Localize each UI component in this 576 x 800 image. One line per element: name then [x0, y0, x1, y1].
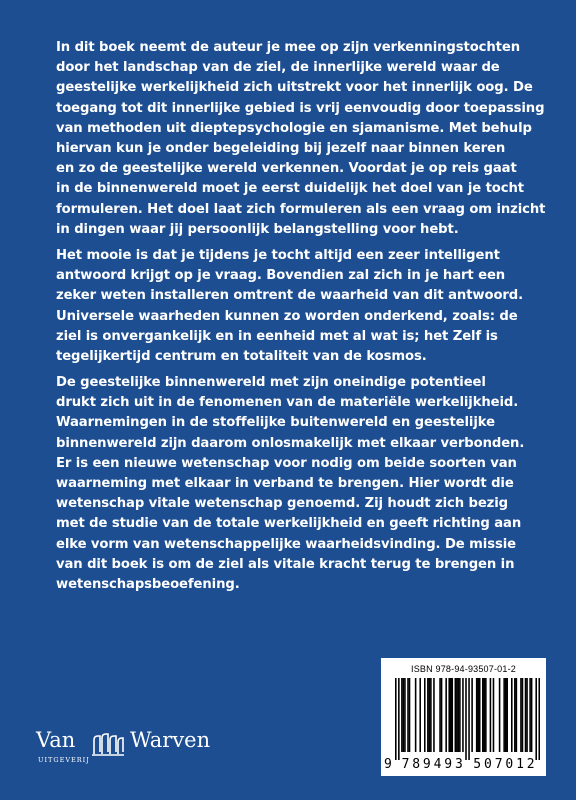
- barcode-bar: [490, 678, 492, 752]
- barcode-bar: [424, 678, 426, 752]
- text-line: hiervan kun je onder begeleiding bij jezelf naar binnen keren: [56, 141, 506, 157]
- barcode-digits: [381, 757, 546, 775]
- text-line: van dit boek is om de ziel als vitale kracht terug te brengen in: [56, 556, 515, 572]
- logo-word-warven: Warven: [130, 728, 211, 752]
- barcode-bar: [465, 678, 467, 760]
- barcode-bar: [401, 678, 403, 752]
- text-line: wetenschapsbeoefening.: [56, 577, 240, 593]
- barcode-bar: [415, 678, 417, 752]
- barcode-digit: 0: [505, 757, 514, 772]
- logo-subtitle: UITGEVERIJ: [38, 756, 90, 764]
- barcode-digit: 4: [433, 757, 442, 772]
- text-line: in de binnenwereld moet je eerst duidelijk het doel van je tocht: [56, 181, 524, 197]
- text-line: Universele waarheden kunnen zo worden onderkend, zoals: de: [56, 308, 518, 324]
- barcode-bar: [404, 678, 406, 752]
- text-line: Er is een nieuwe wetenschap voor nodig om beide soorten van: [56, 455, 517, 471]
- barcode-bar: [499, 678, 501, 752]
- barcode-bar: [450, 678, 452, 752]
- barcode-bar: [505, 678, 507, 752]
- barcode-digit: 0: [484, 757, 492, 772]
- barcode-digit: 7: [401, 757, 410, 772]
- barcode-bar: [476, 678, 478, 752]
- barcode-digit: 9: [422, 757, 431, 772]
- text-line: binnenwereld zijn daarom onlosmakelijk met elkaar verbonden.: [56, 435, 525, 451]
- publisher-logo: [36, 728, 236, 768]
- barcode-bar: [448, 678, 450, 752]
- barcode-digit: 9: [384, 757, 392, 772]
- barcode-bar: [493, 678, 495, 752]
- text-line: wetenschap vitale wetenschap genoemd. Zij houdt zich bezig: [56, 496, 509, 512]
- barcode-digit: 2: [526, 757, 535, 772]
- text-line: In dit boek neemt de auteur je mee op zijn verkenningstochten: [56, 40, 521, 55]
- barcode-bar: [479, 678, 481, 752]
- isbn-text: ISBN 978-94-93507-01-2: [411, 664, 516, 674]
- barcode-bar: [456, 678, 458, 752]
- barcode-bar: [458, 678, 460, 752]
- barcode-digit: 8: [412, 757, 421, 772]
- barcode-bar: [477, 678, 479, 752]
- barcode-bar: [525, 678, 527, 752]
- text-line: formuleren. Het doel laat zich formuleren als een vraag om inzicht: [56, 201, 546, 217]
- barcode-bars: [395, 678, 540, 760]
- barcode-digit: 9: [444, 757, 453, 772]
- logo-word-van: Van: [36, 728, 76, 752]
- barcode-bar: [511, 678, 513, 752]
- text-line: met de studie van de totale werkelijkheid en geeft richting aan: [56, 516, 522, 532]
- barcode-digit: 3: [455, 757, 463, 772]
- barcode-digit: 7: [494, 757, 503, 772]
- barcode-bar: [441, 678, 443, 752]
- text-line: elke vorm van wetenschappelijke waarheidsvinding. De missie: [56, 536, 516, 552]
- barcode-bar: [522, 678, 524, 752]
- barcode-bar: [531, 678, 533, 752]
- text-line: en zo de geestelijke wereld verkennen. Voordat je op reis gaat: [56, 161, 517, 177]
- barcode-bar: [451, 678, 453, 752]
- blurb-paragraph-1: [56, 38, 546, 240]
- barcode-bar: [403, 678, 405, 752]
- barcode-bar: [455, 678, 457, 752]
- barcode-bar: [535, 678, 537, 760]
- text-line: tegelijkertijd centrum en totaliteit van de kosmos.: [56, 349, 427, 365]
- barcode-bar: [482, 678, 484, 752]
- text-line: zeker weten installeren omtrent de waarheid van dit antwoord.: [56, 288, 524, 304]
- barcode-bar: [439, 678, 441, 752]
- barcode-bar: [471, 678, 473, 752]
- barcode-bar: [514, 678, 516, 752]
- barcode-bar: [398, 678, 400, 760]
- barcode-bar: [506, 678, 508, 752]
- barcode-bar: [516, 678, 518, 752]
- barcode-bar: [462, 678, 464, 752]
- text-line: geestelijke werkelijkheid zich uitstrekt voor het innerlijk oog. De: [56, 80, 533, 96]
- barcode-bar: [429, 678, 431, 752]
- barcode-bar: [419, 678, 421, 752]
- barcode-bar: [538, 678, 540, 760]
- barcode-bar: [395, 678, 397, 760]
- barcode-bar: [409, 678, 411, 752]
- barcode-bar: [484, 678, 486, 752]
- blurb-paragraph-3: [56, 373, 536, 595]
- barcode-bar: [503, 678, 505, 752]
- barcode-bar: [468, 678, 470, 760]
- barcode-bar: [520, 678, 522, 752]
- barcode-bar: [427, 678, 429, 752]
- text-line: ziel is onvergankelijk en in eenheid met al wat is; het Zelf is: [56, 328, 498, 344]
- barcode-bar: [526, 678, 528, 752]
- text-line: drukt zich uit in de fenomenen van de materiële werkelijkheid.: [56, 395, 519, 411]
- text-line: in dingen waar jij persoonlijk belangstelling voor hebt.: [56, 221, 459, 237]
- book-stack-icon: [90, 732, 126, 758]
- barcode-digit: 5: [473, 757, 482, 772]
- barcode-bar: [459, 678, 461, 752]
- barcode-bar: [445, 678, 447, 752]
- text-line: toegang tot dit innerlijke gebied is vrij eenvoudig door toepassing: [56, 100, 545, 116]
- barcode-bar: [529, 678, 531, 752]
- text-line: Waarnemingen in de stoffelijke buitenwereld en geestelijke: [56, 415, 495, 431]
- barcode-bar: [407, 678, 409, 752]
- text-line: De geestelijke binnenwereld met zijn oneindige potentieel: [56, 375, 486, 390]
- barcode-bar: [430, 678, 432, 752]
- barcode-bar: [485, 678, 487, 752]
- barcode-digit: 1: [516, 757, 524, 772]
- barcode-bar: [433, 678, 435, 752]
- text-line: van methoden uit dieptepsychologie en sjamanisme. Met behulp: [56, 120, 532, 136]
- text-line: waarneming met elkaar in verband te brengen. Hier wordt die: [56, 476, 514, 492]
- barcode-label: [381, 658, 546, 776]
- text-line: door het landschap van de ziel, de innerlijke wereld waar de: [56, 60, 500, 76]
- text-line: antwoord krijgt op je vraag. Bovendien zal zich in je hart een: [56, 268, 506, 284]
- blurb-paragraph-2: [56, 246, 536, 367]
- text-line: Het mooie is dat je tijdens je tocht altijd een zeer intelligent: [56, 248, 500, 263]
